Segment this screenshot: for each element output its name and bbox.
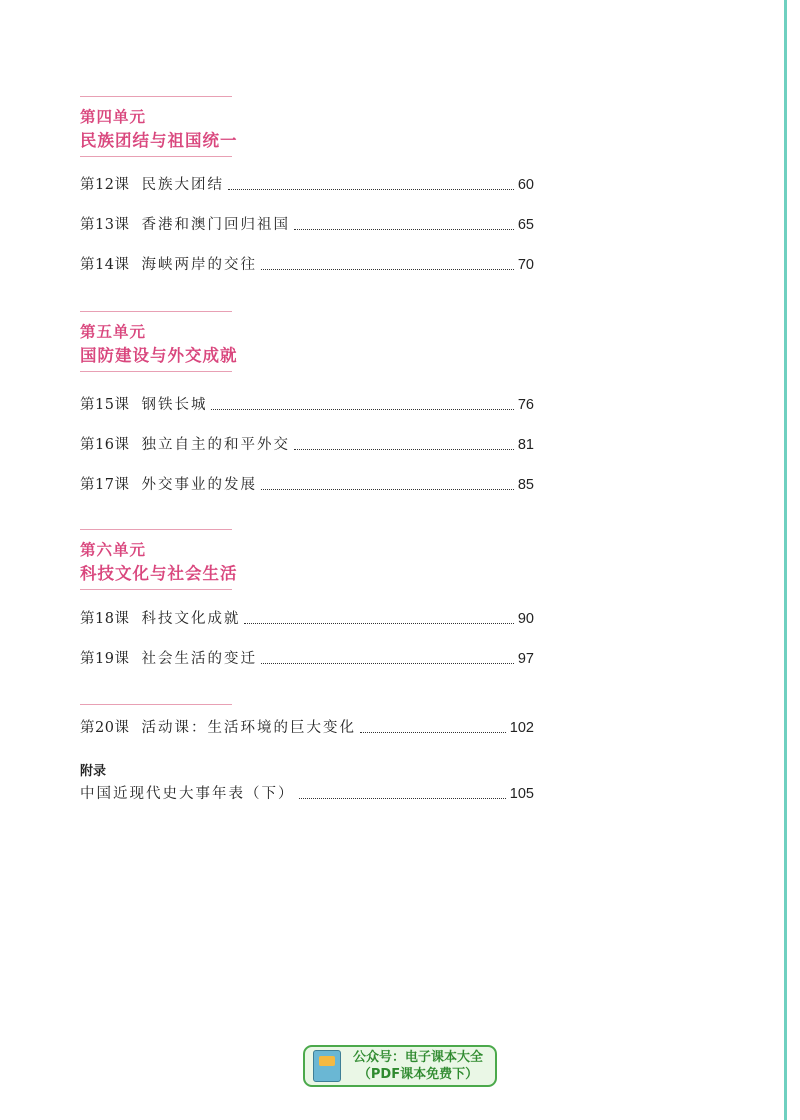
unit-4-header [80,96,238,157]
unit-title: 国防建设与外交成就 [80,346,238,365]
unit-label: 第六单元 [80,540,147,559]
dot-leader [261,246,514,270]
watermark-line-1: 公众号：电子课本大全 [352,1050,483,1065]
dot-leader [261,640,514,664]
toc-entry-lesson-15[interactable] [80,393,534,417]
lesson-number: 第12课 [80,177,130,193]
unit-divider [80,311,232,312]
lesson-title: 钢铁长城 [141,397,208,413]
page-number: 90 [517,611,534,627]
appendix-heading: 附录 [80,763,107,778]
dot-leader [294,206,514,230]
unit-5-header [80,311,238,372]
watermark-text [341,1049,495,1083]
toc-entry-lesson-17[interactable] [80,473,534,497]
activity-divider [80,704,232,705]
page-number: 85 [517,477,534,493]
dot-leader [299,775,506,799]
lesson-title: 海峡两岸的交往 [141,257,257,273]
lesson-title: 科技文化成就 [141,611,241,627]
page-edge-stripe [784,0,787,1120]
book-icon [313,1050,341,1082]
page-number: 105 [509,786,534,802]
lesson-number: 第18课 [80,611,130,627]
toc-entry-lesson-19[interactable] [80,647,534,671]
toc-entry-lesson-18[interactable] [80,607,534,631]
toc-entry-lesson-12[interactable] [80,173,534,197]
unit-title: 科技文化与社会生活 [80,564,238,583]
lesson-number: 第14课 [80,257,130,273]
lesson-title: 活动课：生活环境的巨大变化 [141,720,356,736]
unit-divider [80,96,232,97]
lesson-title: 社会生活的变迁 [141,651,257,667]
dot-leader [228,166,514,190]
page-number: 102 [509,720,534,736]
watermark-badge [303,1045,497,1087]
lesson-number: 第19课 [80,651,130,667]
page-number: 65 [517,217,534,233]
appendix-title: 中国近现代史大事年表（下） [80,786,295,802]
dot-leader [211,386,513,410]
unit-divider [80,589,232,590]
dot-leader [360,709,506,733]
toc-entry-lesson-16[interactable] [80,433,534,457]
lesson-number: 第16课 [80,437,130,453]
toc-entry-lesson-14[interactable] [80,253,534,277]
unit-title: 民族团结与祖国统一 [80,131,238,150]
unit-label: 第五单元 [80,322,147,341]
unit-divider [80,156,232,157]
page-number: 60 [517,177,534,193]
unit-divider [80,371,232,372]
toc-entry-lesson-20[interactable] [80,716,534,740]
dot-leader [244,600,513,624]
unit-6-header [80,529,238,590]
watermark-line-2: （PDF课本免费下） [357,1067,479,1082]
lesson-title: 外交事业的发展 [141,477,257,493]
page-number: 81 [517,437,534,453]
unit-label: 第四单元 [80,107,147,126]
lesson-title: 民族大团结 [141,177,224,193]
toc-entry-appendix[interactable] [80,782,534,806]
lesson-number: 第13课 [80,217,130,233]
page-number: 97 [517,651,534,667]
lesson-number: 第17课 [80,477,130,493]
dot-leader [261,466,514,490]
lesson-number: 第15课 [80,397,130,413]
lesson-title: 独立自主的和平外交 [141,437,290,453]
page-number: 70 [517,257,534,273]
lesson-title: 香港和澳门回归祖国 [141,217,290,233]
dot-leader [294,426,514,450]
lesson-number: 第20课 [80,720,130,736]
toc-entry-lesson-13[interactable] [80,213,534,237]
page-number: 76 [517,397,534,413]
unit-divider [80,529,232,530]
